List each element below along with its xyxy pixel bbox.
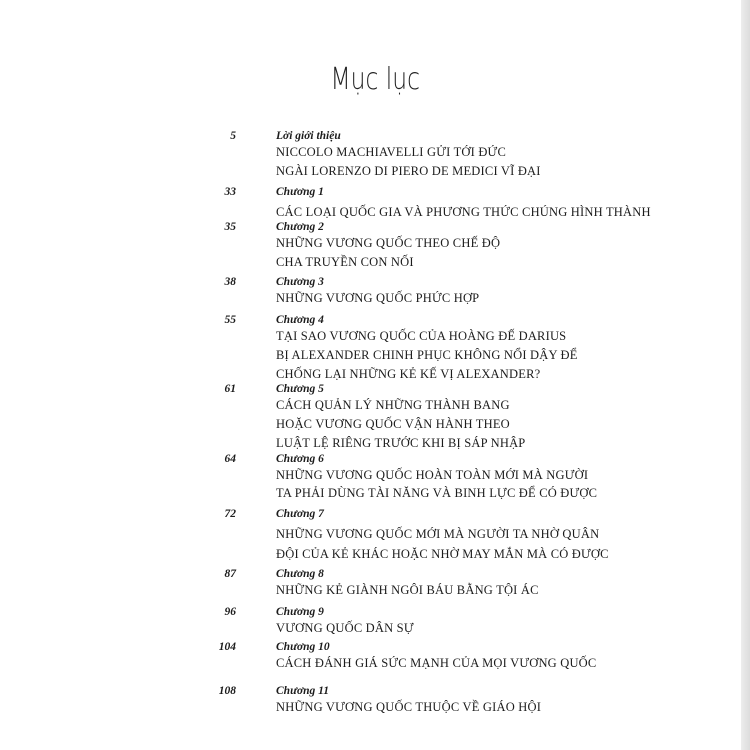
toc-page-number: 87 xyxy=(224,568,236,580)
toc-chapter-title-line: CHA TRUYỀN CON NỐI xyxy=(276,255,414,269)
toc-page-number: 55 xyxy=(224,314,236,326)
toc-chapter-title-line: TA PHẢI DÙNG TÀI NĂNG VÀ BINH LỰC ĐỂ CÓ ĐƯỢC xyxy=(276,486,598,500)
toc-chapter-title-line: ĐỘI CỦA KẺ KHÁC HOẶC NHỜ MAY MẮN MÀ CÓ ĐƯỢC xyxy=(276,547,609,561)
toc-chapter-label: Chương 8 xyxy=(276,568,324,580)
toc-chapter-label: Chương 11 xyxy=(276,685,330,697)
toc-chapter-label: Lời giới thiệu xyxy=(276,130,341,142)
toc-chapter-title-line: BỊ ALEXANDER CHINH PHỤC KHÔNG NỔI DẬY ĐỂ xyxy=(276,348,578,362)
toc-page-number: 35 xyxy=(224,221,236,233)
toc-chapter-title-line: NHỮNG VƯƠNG QUỐC HOÀN TOÀN MỚI MÀ NGƯỜI xyxy=(276,468,589,482)
toc-chapter-title-line: HOẶC VƯƠNG QUỐC VẬN HÀNH THEO xyxy=(276,417,510,431)
toc-chapter-label: Chương 1 xyxy=(276,186,324,198)
toc-page-number: 96 xyxy=(224,606,236,618)
toc-chapter-title-line: CHỐNG LẠI NHỮNG KẺ KẾ VỊ ALEXANDER? xyxy=(276,367,541,381)
toc-chapter-label: Chương 2 xyxy=(276,221,324,233)
toc-chapter-title-line: NHỮNG KẺ GIÀNH NGÔI BÁU BẰNG TỘI ÁC xyxy=(276,583,539,597)
toc-chapter-title-line: NHỮNG VƯƠNG QUỐC PHỨC HỢP xyxy=(276,291,480,305)
toc-page-number: 64 xyxy=(224,453,236,465)
toc-chapter-title-line: NHỮNG VƯƠNG QUỐC MỚI MÀ NGƯỜI TA NHỜ QUÂN xyxy=(276,527,600,541)
toc-chapter-title-line: CÁCH ĐÁNH GIÁ SỨC MẠNH CỦA MỌI VƯƠNG QUỐC xyxy=(276,656,597,670)
toc-chapter-label: Chương 3 xyxy=(276,276,324,288)
toc-chapter-label: Chương 4 xyxy=(276,314,324,326)
page-title: Mục lục xyxy=(330,62,420,97)
toc-chapter-title-line: CÁCH QUẢN LÝ NHỮNG THÀNH BANG xyxy=(276,398,510,412)
toc-page-number: 72 xyxy=(224,508,236,520)
toc-page-number: 33 xyxy=(224,186,236,198)
page-edge-shadow xyxy=(741,0,750,750)
toc-chapter-title-line: NHỮNG VƯƠNG QUỐC THUỘC VỀ GIÁO HỘI xyxy=(276,700,542,714)
toc-chapter-title-line: TẠI SAO VƯƠNG QUỐC CỦA HOÀNG ĐẾ DARIUS xyxy=(276,329,567,343)
toc-chapter-label: Chương 5 xyxy=(276,383,324,395)
toc-page-number: 5 xyxy=(230,130,236,142)
toc-page-number: 61 xyxy=(224,383,236,395)
toc-page-number: 104 xyxy=(218,641,236,653)
toc-chapter-title-line: VƯƠNG QUỐC DÂN SỰ xyxy=(276,621,414,635)
toc-page-number: 108 xyxy=(218,685,236,697)
toc-chapter-title-line: NHỮNG VƯƠNG QUỐC THEO CHẾ ĐỘ xyxy=(276,236,501,250)
toc-page-number: 38 xyxy=(224,276,236,288)
toc-chapter-label: Chương 6 xyxy=(276,453,324,465)
toc-chapter-title-line: LUẬT LỆ RIÊNG TRƯỚC KHI BỊ SÁP NHẬP xyxy=(276,436,526,450)
toc-chapter-label: Chương 7 xyxy=(276,508,324,520)
toc-chapter-label: Chương 10 xyxy=(276,641,330,653)
toc-chapter-title-line: NGÀI LORENZO DI PIERO DE MEDICI VĨ ĐẠI xyxy=(276,164,541,178)
toc-chapter-label: Chương 9 xyxy=(276,606,324,618)
toc-chapter-title-line: CÁC LOẠI QUỐC GIA VÀ PHƯƠNG THỨC CHÚNG HÌNH THÀNH xyxy=(276,205,651,219)
toc-chapter-title-line: NICCOLO MACHIAVELLI GỬI TỚI ĐỨC xyxy=(276,145,506,159)
